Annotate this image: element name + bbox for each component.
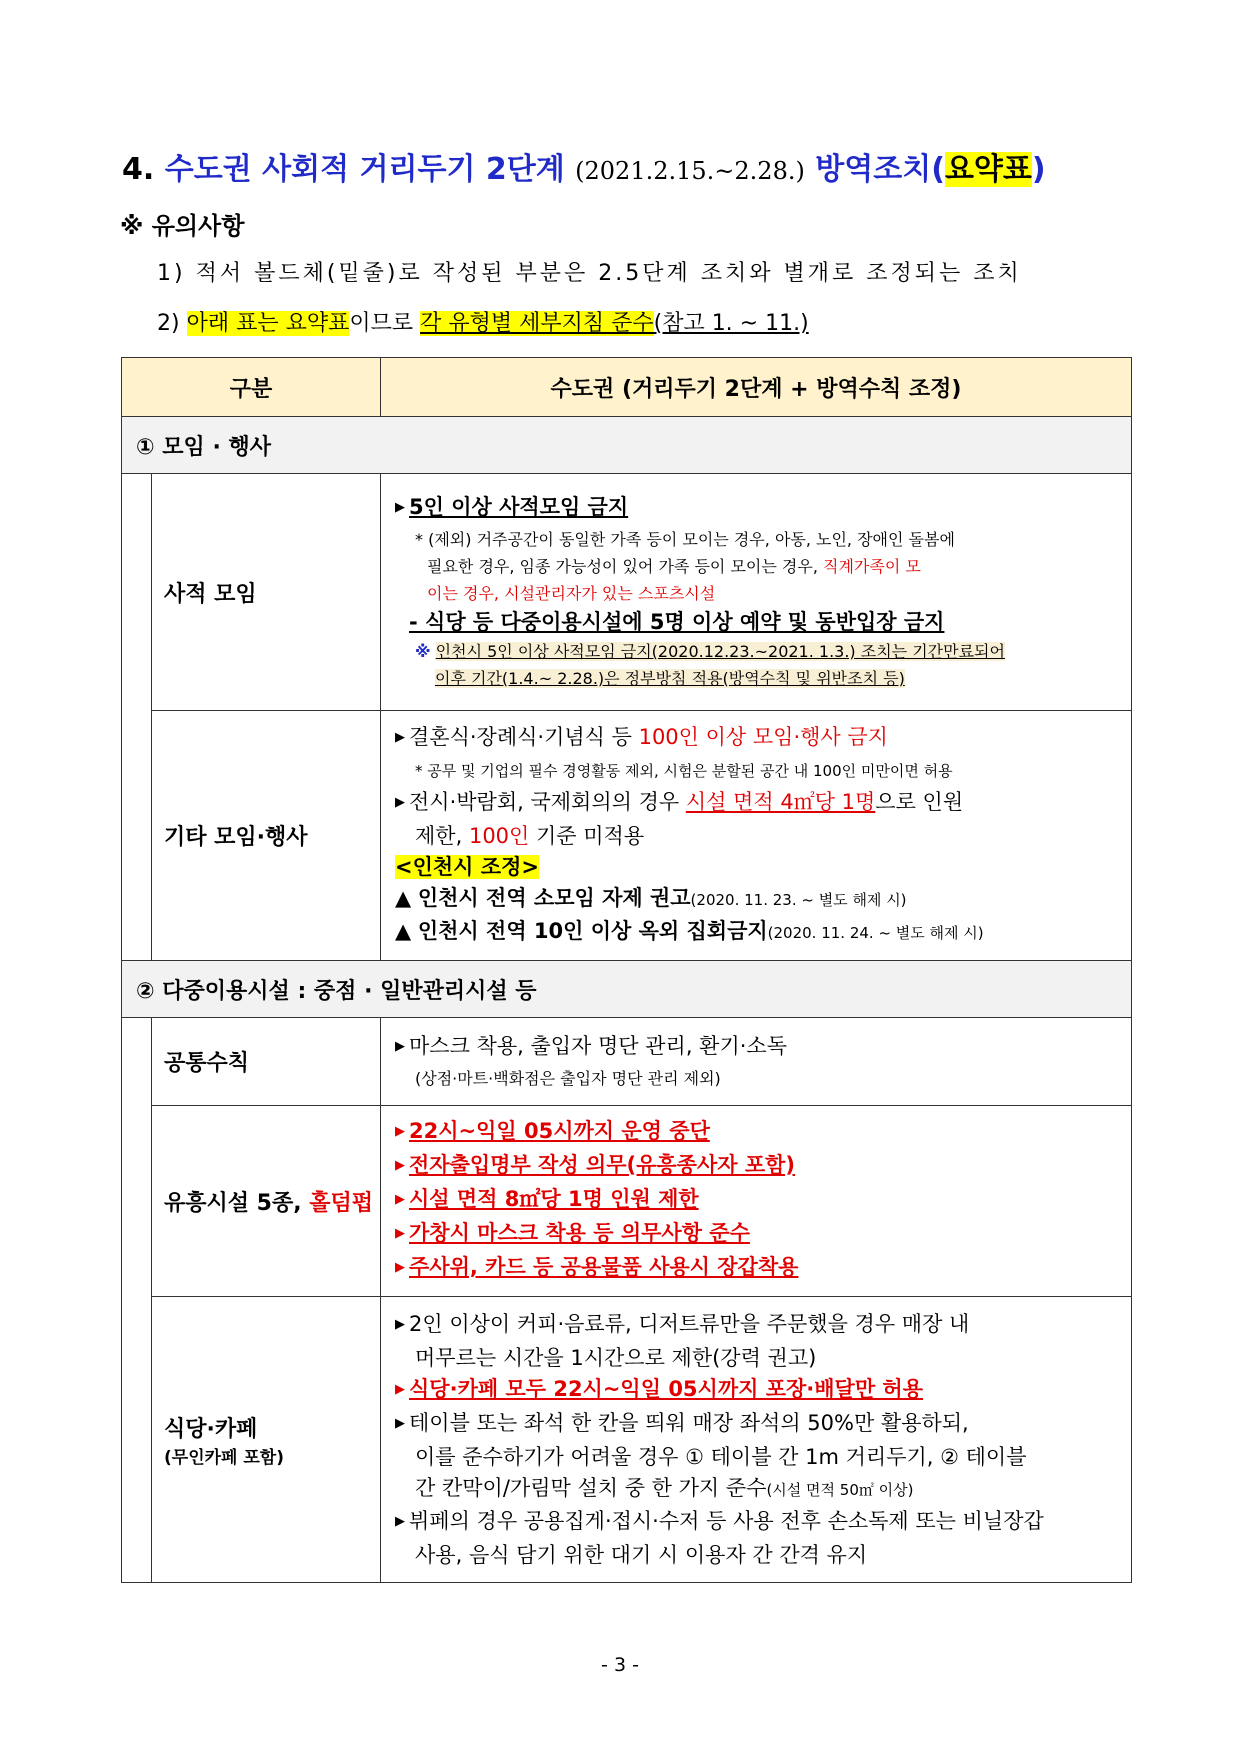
table-row — [122, 474, 1132, 711]
table-row — [122, 1106, 1132, 1297]
summary-table — [121, 357, 1132, 1583]
table-row — [122, 1297, 1132, 1583]
section-header: ② 다중이용시설 : 중점 · 일반관리시설 등 — [122, 961, 1132, 1018]
notice-item-1: 1) 적서 볼드체(밑줄)로 작성된 부분은 2.5단계 조치와 별개로 조정되는 조치 — [157, 261, 1022, 286]
notice-heading: ※ 유의사항 — [120, 212, 245, 240]
notice-item-2: 2) 아래 표는 요약표이므로 각 유형별 세부지침 준수(참고 1. ~ 11.) — [157, 311, 809, 336]
table-row — [122, 1018, 1132, 1106]
document-title: 4. 수도권 사회적 거리두기 2단계 (2021.2.15.~2.28.) 방역조치(요약표) — [122, 152, 1046, 187]
row-label: 식당·카페 (무인카페 포함) — [152, 1297, 381, 1583]
row-content: ▶ 22시~익일 05시까지 운영 중단 ▶ 전자출입명부 작성 의무(유흥종사자 포함) ▶ 시설 면적 8㎡당 1명 인원 제한 ▶ 가창시 마스크 착용 등 의무사항 준수 ▶ 주사위, 카드 등 공용물품 사용시 장갑착용 — [381, 1106, 1132, 1297]
row-content: ▶ 5인 이상 사적모임 금지 * (제외) 거주공간이 동일한 가족 등이 모이는 경우, 아동, 노인, 장애인 돌봄에 필요한 경우, 임종 가능성이 있어 가족 등이 모이는 경우, 직계가족이 모 이는 경우, 시설관리자가 있는 스포츠시설 - 식당 등 다중이용시설에 5명 이상 예약 및 동반입장 금지 ※ 인천시 5인 이상 사적모임 금지(2020.12.23.~2021. 1.3.) 조치는 기간만료되어 이후 기간(1.4.~ 2.28.)은 정부방침 적용(방역수칙 및 위반조치 등) — [381, 474, 1132, 711]
row-content: ▶ 2인 이상이 커피·음료류, 디저트류만을 주문했을 경우 매장 내 머무르는 시간을 1시간으로 제한(강력 권고) ▶ 식당·카페 모두 22시~익일 05시까지 포장·배달만 허용 ▶ 테이블 또는 좌석 한 칸을 띄워 매장 좌석의 50%만 활용하되, 이를 준수하기가 어려울 경우 ① 테이블 간 1m 거리두기, ② 테이블 간 칸막이/가림막 설치 중 한 가지 준수(시설 면적 50㎡ 이상) ▶ 뷔페의 경우 공용집게·접시·수저 등 사용 전후 손소독제 또는 비닐장갑 사용, 음식 담기 위한 대기 시 이용자 간 간격 유지 — [381, 1297, 1132, 1583]
table-header-row — [122, 358, 1132, 417]
section-header: ① 모임 · 행사 — [122, 417, 1132, 474]
header-category: 구분 — [122, 358, 381, 417]
row-label: 공통수칙 — [152, 1018, 381, 1106]
row-label: 유흥시설 5종, 홀덤펍 — [152, 1106, 381, 1297]
header-content: 수도권 (거리두기 2단계 + 방역수칙 조정) — [381, 358, 1132, 417]
indent-cell — [122, 474, 152, 961]
table-row — [122, 711, 1132, 961]
row-label: 기타 모임·행사 — [152, 711, 381, 961]
row-label: 사적 모임 — [152, 474, 381, 711]
row-content: ▶ 결혼식·장례식·기념식 등 100인 이상 모임·행사 금지 * 공무 및 기업의 필수 경영활동 제외, 시험은 분할된 공간 내 100인 미만이면 허용 ▶ 전시·박람회, 국제회의의 경우 시설 면적 4㎡당 1명으로 인원 제한, 100인 기준 미적용 <인천시 조정> ▲ 인천시 전역 소모임 자제 권고(2020. 11. 23. ~ 별도 해제 시) ▲ 인천시 전역 10인 이상 옥외 집회금지(2020. 11. 24. ~ 별도 해제 시) — [381, 711, 1132, 961]
page-number: - 3 - — [601, 1654, 639, 1676]
indent-cell — [122, 1018, 152, 1583]
row-content: ▶ 마스크 착용, 출입자 명단 관리, 환기·소독 (상점·마트·백화점은 출입자 명단 관리 제외) — [381, 1018, 1132, 1106]
